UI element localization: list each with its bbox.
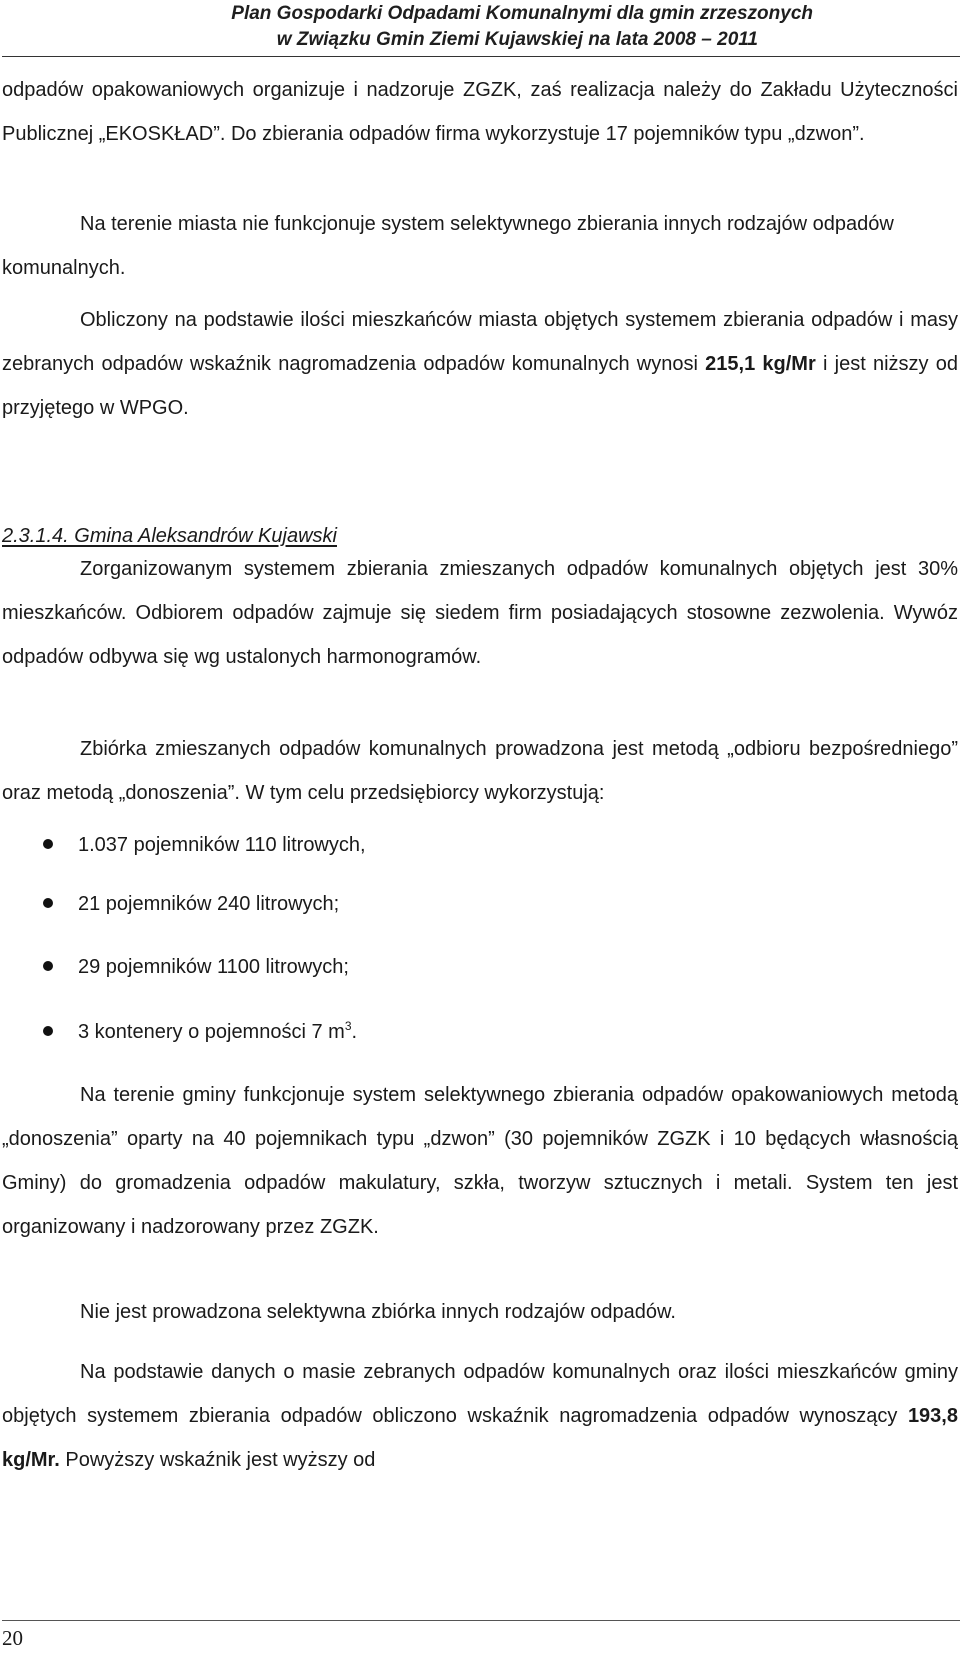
list-item-text: 29 pojemników 1100 litrowych; bbox=[78, 956, 349, 978]
paragraph-no-selective-city: Na terenie miasta nie funkcjonuje system selektywnego zbierania innych rodzajów odpadów komunalnych. bbox=[2, 213, 894, 279]
indicator-text-start: Obliczony na podstawie ilości mieszkańców miasta objętych systemem zbierania odpadów i masy zebranych odpadów wskaźnik nagromadzenia odpadów komunalnych wynosi bbox=[2, 309, 958, 375]
list-item-end-punctuation: . bbox=[351, 1021, 358, 1043]
header-title-line-2: w Związku Gmin Ziemi Kujawskiej na lata 2008 – 2011 bbox=[276, 29, 758, 50]
header-title-line-1: Plan Gospodarki Odpadami Komunalnymi dla gmin zrzeszonych bbox=[231, 3, 813, 24]
superscript-exponent: 3 bbox=[344, 1019, 352, 1033]
indicator-value-city: 215,1 kg/Mr bbox=[705, 353, 816, 375]
paragraph-no-other-selective: Nie jest prowadzona selektywna zbiórka innych rodzajów odpadów. bbox=[80, 1301, 676, 1323]
list-item bbox=[0, 1012, 900, 1052]
bullet-icon bbox=[43, 839, 53, 849]
paragraph-organized-system: Zorganizowanym systemem zbierania zmieszanych odpadów komunalnych objętych jest 30% mieszkańców. Odbiorem odpadów zajmuje się siedem firm posiadających stosowne zezwolenia. Wywóz odpadów odbywa się wg ustalonych harmonogramów. bbox=[2, 558, 958, 668]
paragraph-collection-method: Zbiórka zmieszanych odpadów komunalnych prowadzona jest metodą „odbioru bezpośredniego” oraz metodą „donoszenia”. W tym celu przedsiębiorcy wykorzystują: bbox=[2, 738, 958, 804]
indicator-text-end: i jest niższy od przyjętego w WPGO. bbox=[2, 353, 958, 419]
section-heading: 2.3.1.4. Gmina Aleksandrów Kujawski bbox=[2, 525, 337, 547]
list-item-text bbox=[78, 1012, 357, 1052]
bullet-icon bbox=[43, 961, 53, 971]
indicator-text-end: Powyższy wskaźnik jest wyższy od bbox=[59, 1449, 376, 1471]
list-item bbox=[0, 947, 900, 987]
page-number: 20 bbox=[2, 1626, 23, 1650]
indicator-text-start: Na podstawie danych o masie zebranych odpadów komunalnych oraz ilości mieszkańców gminy objętych systemem zbierania odpadów obliczono wskaźnik nagromadzenia odpadów wynoszący bbox=[2, 1361, 958, 1427]
paragraph-city-indicator bbox=[2, 298, 958, 430]
header-divider bbox=[2, 56, 960, 57]
list-item bbox=[0, 825, 900, 865]
running-header bbox=[0, 0, 960, 56]
list-item-main-text: 3 kontenery o pojemności 7 m bbox=[78, 1021, 345, 1043]
paragraph-selective-gmina: Na terenie gminy funkcjonuje system selektywnego zbierania odpadów opakowaniowych metodą „donoszenia” oparty na 40 pojemnikach typu „dzwon” (30 pojemników ZGZK i 10 będących własnością Gminy) do gromadzenia odpadów makulatury, szkła, tworzyw sztucznych i metali. System ten jest organizowany i nadzorowany przez ZGZK. bbox=[2, 1084, 958, 1238]
indicator-value-gmina: 193,8 kg/Mr. bbox=[2, 1405, 958, 1471]
footer-divider bbox=[2, 1620, 960, 1621]
list-item bbox=[0, 884, 900, 924]
bullet-icon bbox=[43, 898, 53, 908]
list-item-text: 1.037 pojemników 110 litrowych, bbox=[78, 834, 366, 856]
paragraph-ekosklad: odpadów opakowaniowych organizuje i nadzoruje ZGZK, zaś realizacja należy do Zakładu Użyteczności Publicznej „EKOSKŁAD”. Do zbierania odpadów firma wykorzystuje 17 pojemników typu „dzwon”. bbox=[2, 79, 958, 145]
paragraph-gmina-indicator bbox=[2, 1350, 958, 1482]
list-item-text: 21 pojemników 240 litrowych; bbox=[78, 893, 340, 915]
bullet-icon bbox=[43, 1026, 53, 1036]
